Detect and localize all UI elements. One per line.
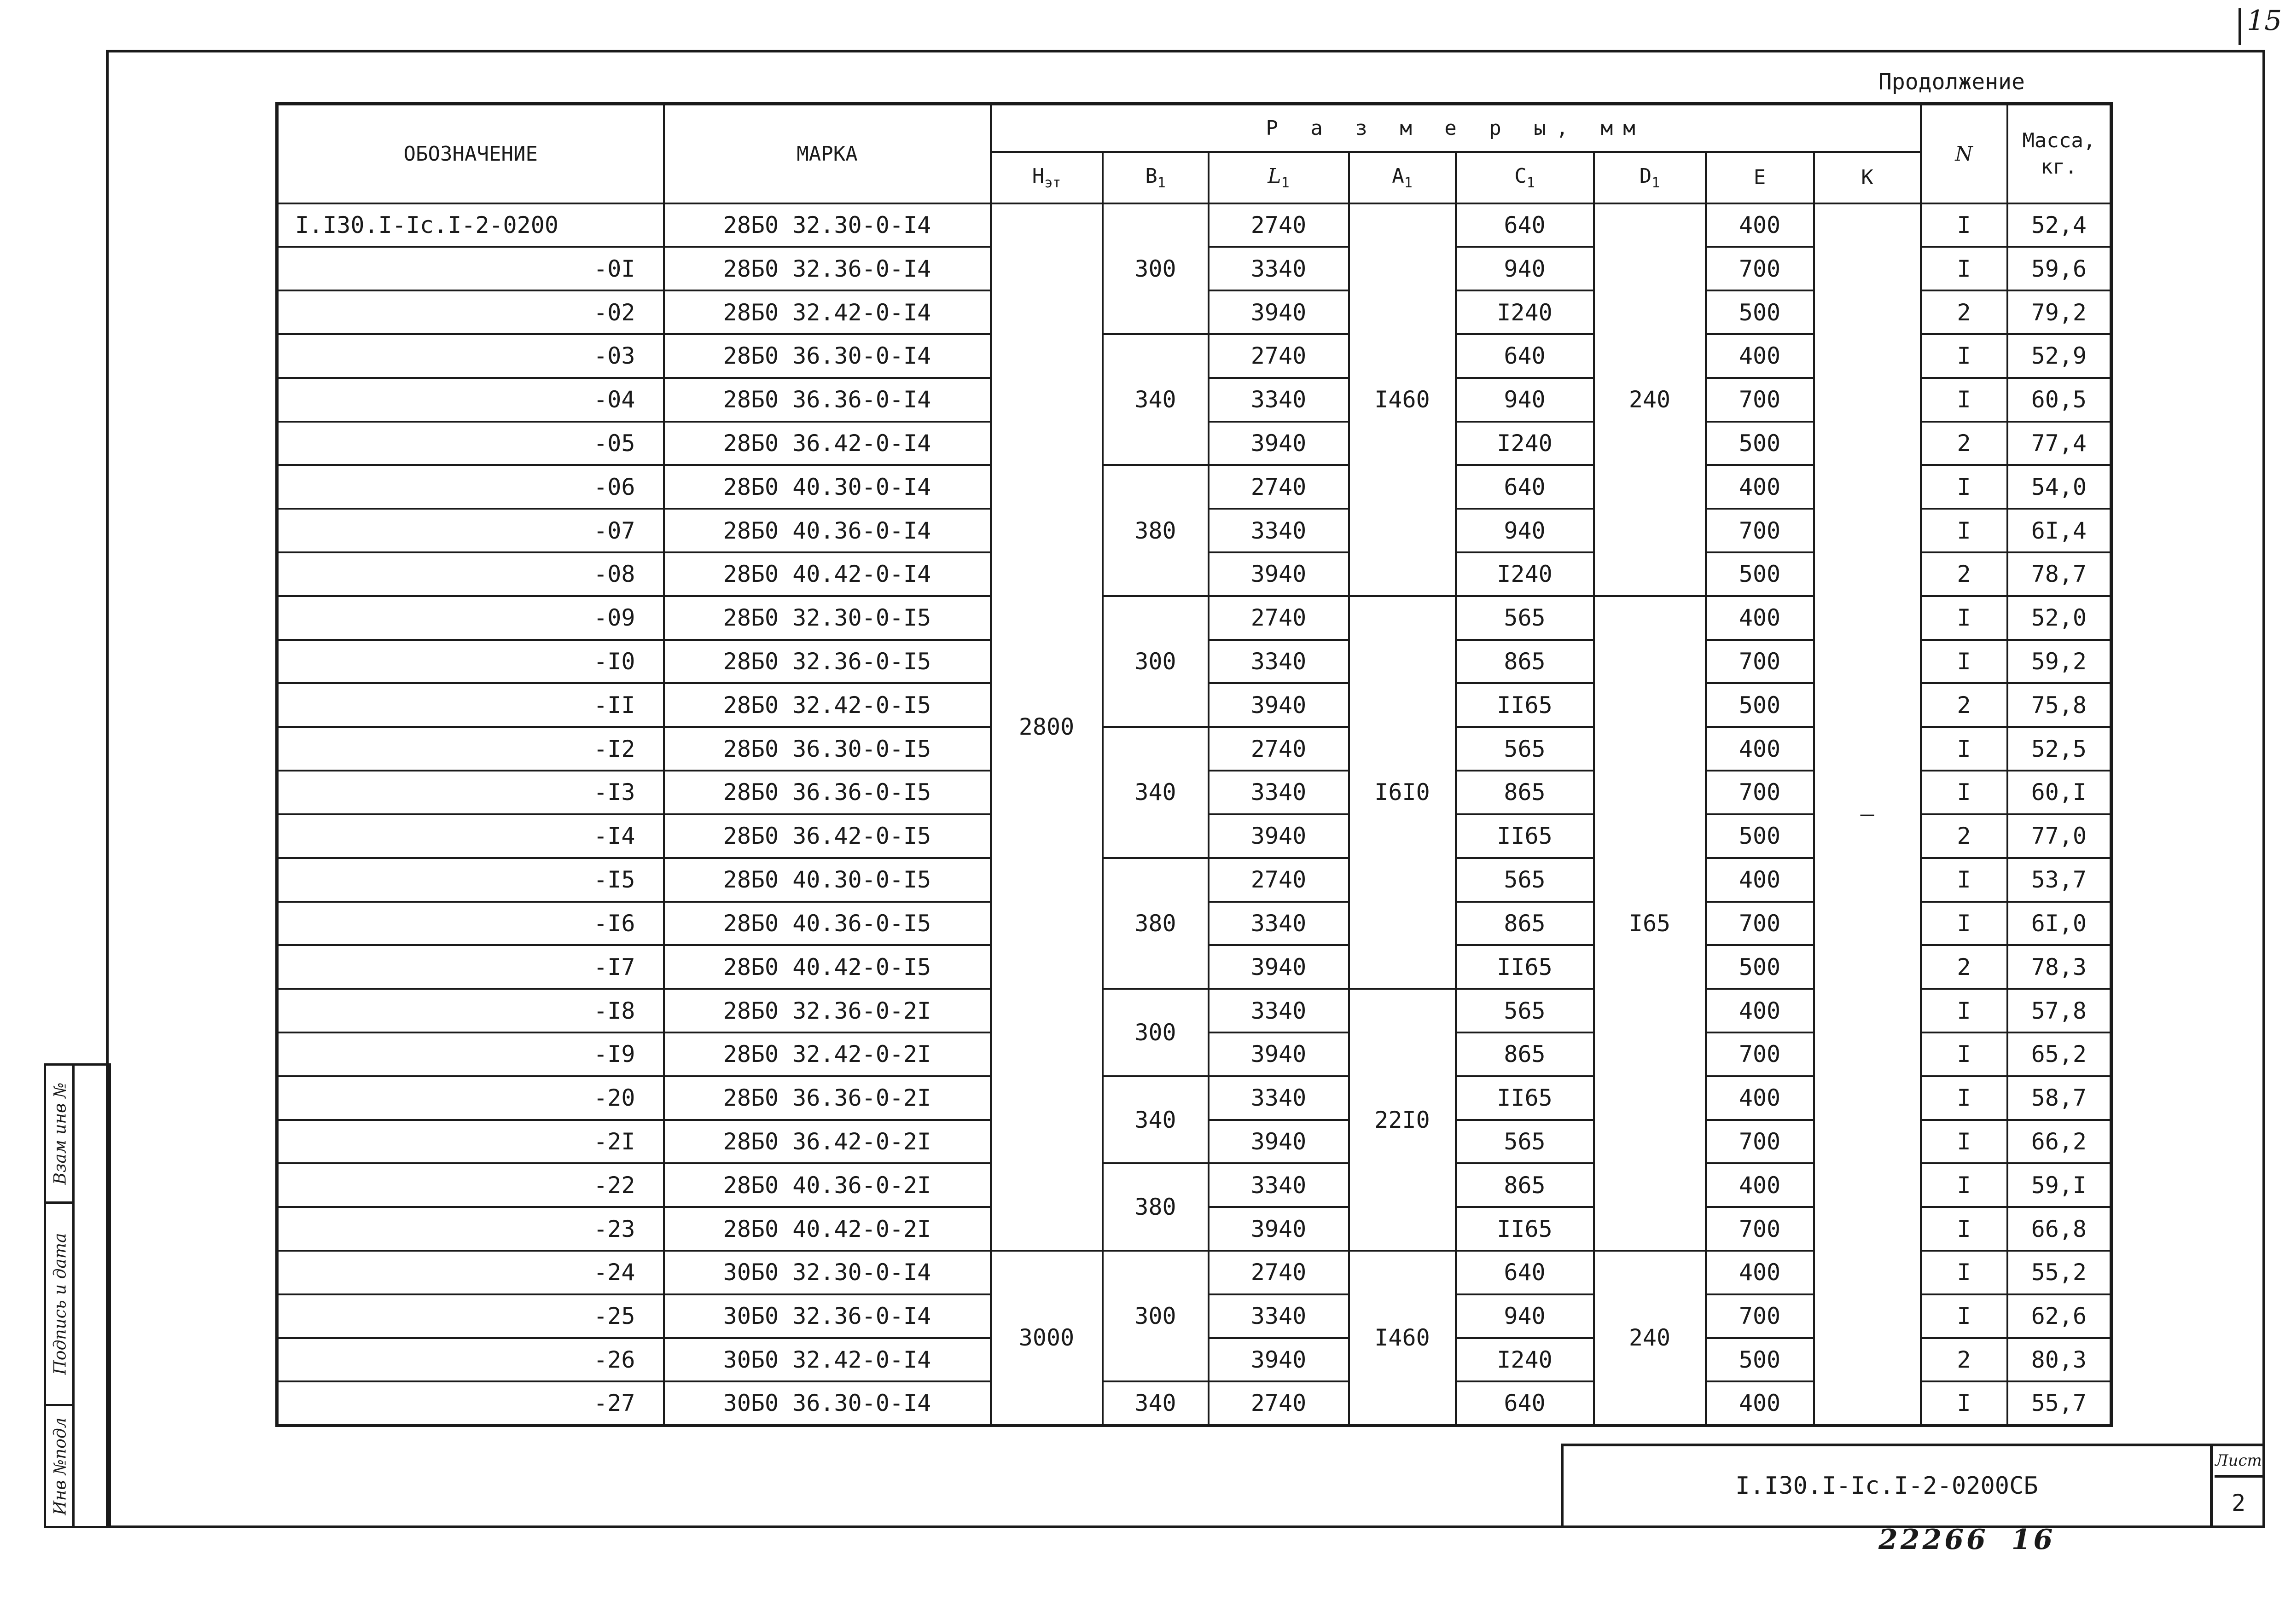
header-d: [1594, 152, 1706, 203]
cell-l1: 3340: [1209, 902, 1349, 945]
cell-e: 400: [1706, 334, 1814, 378]
cell-mark: 28Б0 40.42-0-I5: [664, 945, 991, 989]
cell-designation: -05: [277, 422, 664, 465]
cell-e: 700: [1706, 1032, 1814, 1076]
cell-n: 2: [1921, 683, 2007, 727]
cell-l1: 3340: [1209, 989, 1349, 1032]
cell-e: 500: [1706, 1338, 1814, 1382]
header-k: К: [1814, 152, 1921, 203]
cell-e: 400: [1706, 203, 1814, 247]
continuation-label: Продолжение: [1878, 69, 2025, 95]
cell-l1: 2740: [1209, 1251, 1349, 1294]
cell-l1: 3940: [1209, 422, 1349, 465]
cell-c1: 940: [1456, 378, 1594, 422]
cell-mass: 54,0: [2007, 465, 2111, 509]
cell-mass: 52,9: [2007, 334, 2111, 378]
cell-mass: 62,6: [2007, 1294, 2111, 1338]
cell-c1: 640: [1456, 1381, 1594, 1425]
cell-c1: 640: [1456, 1251, 1594, 1294]
cell-c1: II65: [1456, 814, 1594, 858]
cell-mark: 30Б0 32.36-0-I4: [664, 1294, 991, 1338]
cell-designation: -26: [277, 1338, 664, 1382]
replace-inv-label: Взам инв №: [51, 1082, 70, 1185]
inv-no-label: Инв №подл: [51, 1417, 70, 1515]
specification-table: [275, 102, 2113, 1427]
cell-c1: 865: [1456, 1163, 1594, 1207]
cell-n: I: [1921, 1032, 2007, 1076]
cell-mark: 28Б0 36.42-0-I5: [664, 814, 991, 858]
cell-c1: II65: [1456, 683, 1594, 727]
header-a: [1349, 152, 1456, 203]
cell-n: I: [1921, 1076, 2007, 1120]
cell-mass: 57,8: [2007, 989, 2111, 1032]
cell-l1: 3940: [1209, 1032, 1349, 1076]
cell-n: 2: [1921, 945, 2007, 989]
cell-l1: 3940: [1209, 1120, 1349, 1164]
cell-designation: -I5: [277, 858, 664, 902]
header-designation: ОБОЗНАЧЕНИЕ: [277, 104, 664, 203]
cell-l1: 2740: [1209, 334, 1349, 378]
cell-b-merged: 300: [1103, 989, 1209, 1076]
cell-mass: 78,7: [2007, 552, 2111, 596]
cell-mass: 60,I: [2007, 771, 2111, 814]
cell-h-merged: 2800: [991, 203, 1103, 1251]
table-body: [277, 203, 2111, 1426]
cell-designation: -04: [277, 378, 664, 422]
cell-b-merged: 380: [1103, 1163, 1209, 1251]
cell-b-merged: 380: [1103, 858, 1209, 989]
header-a-letter: А: [1392, 164, 1404, 188]
cell-e: 500: [1706, 422, 1814, 465]
cell-designation: -03: [277, 334, 664, 378]
signature-date-cell: [46, 1204, 75, 1406]
cell-h-merged: 3000: [991, 1251, 1103, 1426]
cell-c1: I240: [1456, 1338, 1594, 1382]
cell-designation: -I9: [277, 1032, 664, 1076]
cell-n: I: [1921, 1163, 2007, 1207]
cell-a-merged: I460: [1349, 1251, 1456, 1426]
document-code: I.I30.I-Ic.I-2-0200СБ: [1564, 1446, 2213, 1525]
cell-mark: 28Б0 40.42-0-I4: [664, 552, 991, 596]
cell-designation: -I2: [277, 727, 664, 771]
cell-e: 700: [1706, 1120, 1814, 1164]
cell-c1: 565: [1456, 1120, 1594, 1164]
header-b-sub: 1: [1157, 174, 1166, 191]
cell-designation: -02: [277, 290, 664, 334]
cell-c1: 640: [1456, 465, 1594, 509]
cell-designation: -2I: [277, 1120, 664, 1164]
cell-b-merged: 340: [1103, 334, 1209, 465]
cell-designation: -27: [277, 1381, 664, 1425]
inv-no-cell: [46, 1406, 75, 1526]
header-b: [1103, 152, 1209, 203]
cell-mark: 28Б0 36.36-0-I5: [664, 771, 991, 814]
cell-c1: II65: [1456, 1076, 1594, 1120]
cell-e: 500: [1706, 814, 1814, 858]
cell-l1: 3340: [1209, 1163, 1349, 1207]
page-number-corner: 15: [2247, 5, 2282, 37]
cell-c1: 565: [1456, 596, 1594, 640]
cell-mass: 59,6: [2007, 247, 2111, 290]
cell-designation: -I6: [277, 902, 664, 945]
cell-mark: 30Б0 32.30-0-I4: [664, 1251, 991, 1294]
cell-n: I: [1921, 858, 2007, 902]
cell-a-merged: I460: [1349, 203, 1456, 596]
side-stamp-labels: [46, 1066, 75, 1526]
cell-e: 400: [1706, 1251, 1814, 1294]
cell-n: I: [1921, 465, 2007, 509]
cell-c1: 640: [1456, 334, 1594, 378]
cell-designation: -07: [277, 509, 664, 552]
cell-l1: 3340: [1209, 640, 1349, 684]
table-row: [277, 203, 2111, 247]
cell-d-merged: 240: [1594, 203, 1706, 596]
cell-n: I: [1921, 596, 2007, 640]
cell-b-merged: 380: [1103, 465, 1209, 596]
cell-l1: 3340: [1209, 247, 1349, 290]
cell-e: 700: [1706, 1294, 1814, 1338]
cell-mass: 59,2: [2007, 640, 2111, 684]
cell-c1: I240: [1456, 422, 1594, 465]
cell-e: 400: [1706, 465, 1814, 509]
cell-c1: 565: [1456, 989, 1594, 1032]
header-d-sub: 1: [1651, 174, 1660, 191]
cell-l1: 3940: [1209, 1207, 1349, 1251]
cell-l1: 3340: [1209, 1294, 1349, 1338]
cell-n: I: [1921, 334, 2007, 378]
cell-mark: 28Б0 36.42-0-I4: [664, 422, 991, 465]
cell-mass: 77,4: [2007, 422, 2111, 465]
cell-c1: 865: [1456, 902, 1594, 945]
cell-c1: 940: [1456, 509, 1594, 552]
cell-l1: 3940: [1209, 814, 1349, 858]
signature-date-label: Подпись и дата: [51, 1233, 70, 1375]
cell-e: 700: [1706, 1207, 1814, 1251]
cell-l1: 2740: [1209, 727, 1349, 771]
cell-e: 500: [1706, 945, 1814, 989]
cell-mass: 55,2: [2007, 1251, 2111, 1294]
cell-l1: 2740: [1209, 203, 1349, 247]
cell-e: 500: [1706, 552, 1814, 596]
cell-mark: 28Б0 32.30-0-I5: [664, 596, 991, 640]
cell-n: I: [1921, 771, 2007, 814]
header-dimensions: Р а з м е р ы, мм: [991, 104, 1921, 152]
cell-n: I: [1921, 902, 2007, 945]
cell-mass: 66,2: [2007, 1120, 2111, 1164]
cell-n: 2: [1921, 422, 2007, 465]
cell-mark: 28Б0 32.36-0-I4: [664, 247, 991, 290]
cell-c1: 565: [1456, 858, 1594, 902]
cell-n: I: [1921, 1381, 2007, 1425]
replace-inv-cell: [46, 1066, 75, 1204]
sheet-number: 2: [2231, 1490, 2246, 1516]
corner-mark: [2239, 8, 2241, 45]
cell-l1: 3940: [1209, 683, 1349, 727]
header-h-sub: эт: [1044, 174, 1061, 191]
cell-n: 2: [1921, 290, 2007, 334]
cell-e: 400: [1706, 1076, 1814, 1120]
header-l: [1209, 152, 1349, 203]
cell-b-merged: 340: [1103, 1381, 1209, 1425]
cell-designation: -08: [277, 552, 664, 596]
cell-a-merged: I6I0: [1349, 596, 1456, 989]
cell-l1: 2740: [1209, 858, 1349, 902]
header-c: [1456, 152, 1594, 203]
cell-e: 400: [1706, 1381, 1814, 1425]
cell-mass: 52,4: [2007, 203, 2111, 247]
cell-mass: 55,7: [2007, 1381, 2111, 1425]
cell-n: 2: [1921, 552, 2007, 596]
cell-l1: 3940: [1209, 552, 1349, 596]
cell-n: I: [1921, 640, 2007, 684]
cell-designation: -I0: [277, 640, 664, 684]
archive-number-2: 16: [2011, 1524, 2056, 1556]
header-l-letter: L: [1268, 164, 1281, 188]
cell-mass: 79,2: [2007, 290, 2111, 334]
header-l-sub: 1: [1281, 174, 1290, 191]
cell-designation: -I8: [277, 989, 664, 1032]
header-a-sub: 1: [1404, 174, 1413, 191]
cell-c1: 865: [1456, 640, 1594, 684]
cell-n: I: [1921, 1120, 2007, 1164]
cell-mark: 28Б0 32.42-0-I5: [664, 683, 991, 727]
cell-e: 700: [1706, 902, 1814, 945]
cell-c1: 940: [1456, 1294, 1594, 1338]
cell-c1: 640: [1456, 203, 1594, 247]
archive-number: [1878, 1524, 2055, 1556]
cell-c1: I240: [1456, 290, 1594, 334]
cell-l1: 2740: [1209, 1381, 1349, 1425]
cell-n: I: [1921, 1251, 2007, 1294]
cell-c1: II65: [1456, 1207, 1594, 1251]
cell-b-merged: 340: [1103, 727, 1209, 858]
cell-l1: 3340: [1209, 378, 1349, 422]
cell-designation: -24: [277, 1251, 664, 1294]
cell-n: I: [1921, 247, 2007, 290]
cell-d-merged: I65: [1594, 596, 1706, 1251]
cell-mass: 6I,4: [2007, 509, 2111, 552]
cell-designation: -I3: [277, 771, 664, 814]
cell-designation: -09: [277, 596, 664, 640]
cell-designation: -22: [277, 1163, 664, 1207]
cell-mass: 60,5: [2007, 378, 2111, 422]
cell-e: 500: [1706, 290, 1814, 334]
cell-b-merged: 300: [1103, 1251, 1209, 1381]
cell-b-merged: 300: [1103, 203, 1209, 334]
cell-mark: 28Б0 40.36-0-2I: [664, 1163, 991, 1207]
cell-l1: 3340: [1209, 509, 1349, 552]
cell-c1: II65: [1456, 945, 1594, 989]
cell-mark: 28Б0 40.36-0-I4: [664, 509, 991, 552]
cell-n: I: [1921, 1207, 2007, 1251]
cell-designation: -25: [277, 1294, 664, 1338]
cell-n: I: [1921, 989, 2007, 1032]
header-n: N: [1921, 104, 2007, 203]
cell-c1: I240: [1456, 552, 1594, 596]
cell-l1: 3940: [1209, 945, 1349, 989]
cell-mass: 52,0: [2007, 596, 2111, 640]
cell-mark: 28Б0 32.36-0-I5: [664, 640, 991, 684]
cell-n: I: [1921, 509, 2007, 552]
cell-designation: -II: [277, 683, 664, 727]
cell-mark: 28Б0 40.42-0-2I: [664, 1207, 991, 1251]
cell-mark: 28Б0 36.30-0-I5: [664, 727, 991, 771]
cell-designation: -I4: [277, 814, 664, 858]
cell-mark: 28Б0 36.36-0-I4: [664, 378, 991, 422]
cell-l1: 3940: [1209, 1338, 1349, 1382]
cell-mark: 28Б0 36.42-0-2I: [664, 1120, 991, 1164]
cell-n: 2: [1921, 814, 2007, 858]
cell-c1: 565: [1456, 727, 1594, 771]
cell-n: I: [1921, 378, 2007, 422]
cell-l1: 3940: [1209, 290, 1349, 334]
cell-mark: 28Б0 36.30-0-I4: [664, 334, 991, 378]
cell-c1: 865: [1456, 1032, 1594, 1076]
cell-l1: 3340: [1209, 1076, 1349, 1120]
cell-mass: 78,3: [2007, 945, 2111, 989]
cell-n: I: [1921, 203, 2007, 247]
cell-e: 500: [1706, 683, 1814, 727]
header-d-letter: D: [1639, 164, 1652, 188]
title-block: [1561, 1444, 2265, 1528]
cell-mass: 59,I: [2007, 1163, 2111, 1207]
cell-e: 700: [1706, 771, 1814, 814]
cell-designation: -I7: [277, 945, 664, 989]
cell-mass: 77,0: [2007, 814, 2111, 858]
cell-mark: 30Б0 32.42-0-I4: [664, 1338, 991, 1382]
cell-e: 400: [1706, 858, 1814, 902]
cell-designation: I.I30.I-Ic.I-2-0200: [277, 203, 664, 247]
cell-l1: 3340: [1209, 771, 1349, 814]
cell-d-merged: 240: [1594, 1251, 1706, 1426]
cell-designation: -06: [277, 465, 664, 509]
sheet-label: Лист: [2215, 1446, 2262, 1478]
cell-e: 400: [1706, 596, 1814, 640]
cell-n: 2: [1921, 1338, 2007, 1382]
cell-mark: 28Б0 40.36-0-I5: [664, 902, 991, 945]
cell-e: 400: [1706, 727, 1814, 771]
cell-mark: 28Б0 32.36-0-2I: [664, 989, 991, 1032]
cell-c1: 940: [1456, 247, 1594, 290]
cell-e: 700: [1706, 247, 1814, 290]
cell-n: I: [1921, 727, 2007, 771]
header-h-letter: Н: [1032, 164, 1045, 188]
cell-e: 700: [1706, 640, 1814, 684]
cell-b-merged: 300: [1103, 596, 1209, 727]
cell-mass: 80,3: [2007, 1338, 2111, 1382]
cell-b-merged: 340: [1103, 1076, 1209, 1164]
cell-k-merged: –: [1814, 203, 1921, 1426]
header-c-sub: 1: [1526, 174, 1535, 191]
cell-mass: 58,7: [2007, 1076, 2111, 1120]
cell-designation: -23: [277, 1207, 664, 1251]
cell-e: 400: [1706, 1163, 1814, 1207]
cell-designation: -20: [277, 1076, 664, 1120]
cell-n: I: [1921, 1294, 2007, 1338]
cell-mass: 75,8: [2007, 683, 2111, 727]
cell-designation: -0I: [277, 247, 664, 290]
cell-mark: 28Б0 32.42-0-I4: [664, 290, 991, 334]
cell-c1: 865: [1456, 771, 1594, 814]
cell-mark: 28Б0 32.30-0-I4: [664, 203, 991, 247]
cell-mass: 65,2: [2007, 1032, 2111, 1076]
cell-a-merged: 22I0: [1349, 989, 1456, 1251]
header-b-letter: В: [1145, 164, 1157, 188]
cell-mark: 28Б0 32.42-0-2I: [664, 1032, 991, 1076]
side-stamp: [44, 1063, 111, 1528]
archive-number-1: 22266: [1878, 1524, 1989, 1556]
cell-mass: 66,8: [2007, 1207, 2111, 1251]
header-e: Е: [1706, 152, 1814, 203]
header-mass: Масса, кг.: [2007, 104, 2111, 203]
cell-l1: 2740: [1209, 596, 1349, 640]
cell-mark: 30Б0 36.30-0-I4: [664, 1381, 991, 1425]
header-mark: МАРКА: [664, 104, 991, 203]
cell-mark: 28Б0 40.30-0-I4: [664, 465, 991, 509]
cell-mass: 6I,0: [2007, 902, 2111, 945]
cell-mass: 53,7: [2007, 858, 2111, 902]
cell-mass: 52,5: [2007, 727, 2111, 771]
cell-mark: 28Б0 36.36-0-2I: [664, 1076, 991, 1120]
header-c-letter: С: [1514, 164, 1527, 188]
cell-l1: 2740: [1209, 465, 1349, 509]
cell-e: 700: [1706, 509, 1814, 552]
cell-e: 700: [1706, 378, 1814, 422]
cell-mark: 28Б0 40.30-0-I5: [664, 858, 991, 902]
cell-e: 400: [1706, 989, 1814, 1032]
header-h: [991, 152, 1103, 203]
